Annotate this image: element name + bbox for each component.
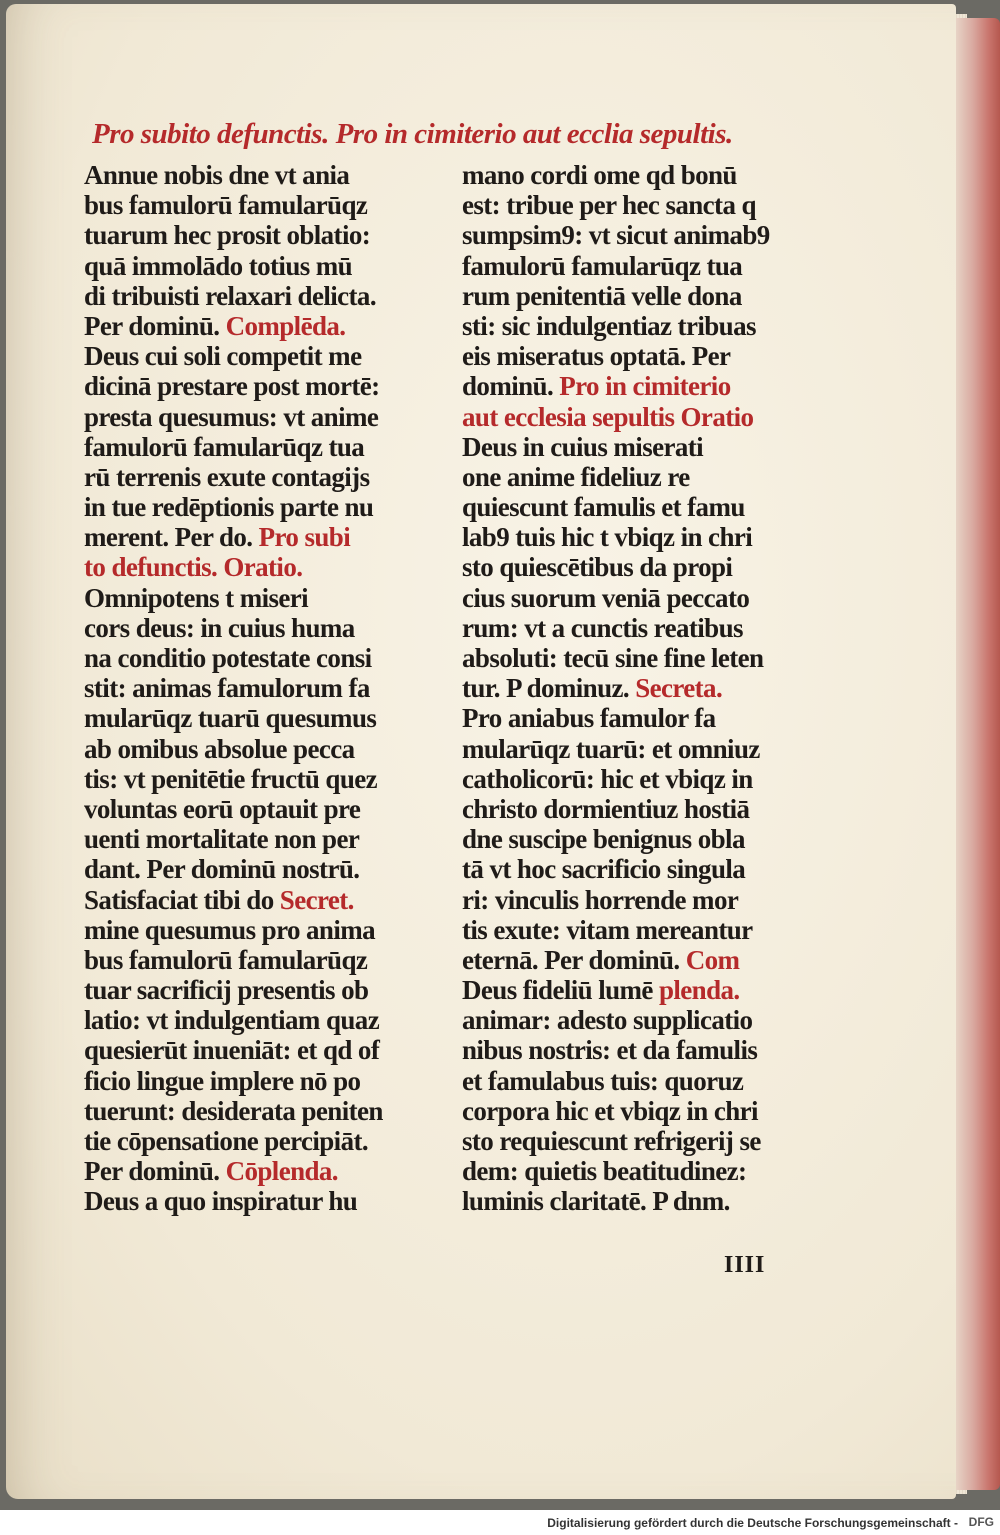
- text-line: [84, 1156, 434, 1186]
- text-line: [84, 824, 434, 854]
- line-text: Deus in cuius miserati: [462, 431, 704, 462]
- text-line: [84, 190, 434, 220]
- line-text: tis: vt penitētie fructū quez: [84, 763, 378, 794]
- text-line: [462, 1156, 812, 1186]
- line-text: quesierūt inueniāt: et qd of: [84, 1035, 380, 1066]
- footer-credit: Digitalisierung gefördert durch die Deutsche Forschungsgemeinschaft -: [547, 1516, 958, 1530]
- rubric-text: Secreta.: [635, 673, 723, 704]
- text-line: [462, 552, 812, 582]
- text-line: [462, 734, 812, 764]
- text-line: [462, 402, 812, 432]
- line-text: eternā. Per dominū.: [462, 944, 680, 975]
- line-text: tuerunt: desiderata peniten: [84, 1095, 383, 1126]
- line-text: merent. Per do.: [84, 522, 253, 553]
- text-line: [84, 281, 434, 311]
- line-text: catholicorū: hic et vbiqz in: [462, 763, 753, 794]
- line-text: eis miseratus optatā. Per: [462, 341, 731, 372]
- text-line: [84, 1066, 434, 1096]
- line-text: Deus cui soli competit me: [84, 341, 362, 372]
- line-text: tuarum hec prosit oblatio:: [84, 220, 371, 251]
- text-line: [462, 220, 812, 250]
- text-line: [462, 341, 812, 371]
- text-line: [462, 854, 812, 884]
- text-line: [84, 643, 434, 673]
- text-line: [84, 975, 434, 1005]
- text-line: [462, 824, 812, 854]
- text-line: [84, 492, 434, 522]
- text-line: [462, 522, 812, 552]
- line-text: uenti mortalitate non per: [84, 824, 360, 855]
- line-text: Omnipotens t miseri: [84, 582, 309, 613]
- line-text: tā vt hoc sacrificio singula: [462, 854, 746, 885]
- text-line: [84, 462, 434, 492]
- line-text: latio: vt indulgentiam quaz: [84, 1005, 380, 1036]
- line-text: Deus a quo inspiratur hu: [84, 1186, 358, 1217]
- text-line: [462, 311, 812, 341]
- text-line: [84, 1096, 434, 1126]
- line-text: est: tribue per hec sancta q: [462, 190, 756, 221]
- footer-bar: [0, 1510, 1000, 1535]
- line-text: sumpsim9: vt sicut animab9: [462, 220, 770, 251]
- line-text: na conditio potestate consi: [84, 643, 372, 673]
- line-text: in tue redēptionis parte nu: [84, 492, 374, 523]
- text-line: [462, 281, 812, 311]
- line-text: sti: sic indulgentiaz tribuas: [462, 310, 756, 341]
- line-text: bus famulorū famularūqz: [84, 944, 368, 975]
- line-text: christo dormientiuz hostiā: [462, 793, 750, 824]
- text-line: [84, 915, 434, 945]
- text-line: [462, 583, 812, 613]
- line-text: ri: vinculis horrende mor: [462, 884, 739, 915]
- line-text: Satisfaciat tibi do: [84, 884, 274, 915]
- text-line: [462, 794, 812, 824]
- rubric-text: plenda.: [658, 975, 740, 1006]
- text-line: [462, 1066, 812, 1096]
- text-line: [462, 1096, 812, 1126]
- text-line: [84, 703, 434, 733]
- text-line: [84, 160, 434, 190]
- line-text: lab9 tuis hic t vbiqz in chri: [462, 522, 753, 553]
- text-line: [84, 764, 434, 794]
- line-text: presta quesumus: vt anime: [84, 401, 379, 432]
- line-text: Per dominū.: [84, 1156, 220, 1187]
- text-line: [462, 371, 812, 401]
- folio-number: IIII: [724, 1252, 766, 1278]
- text-line: [462, 251, 812, 281]
- rubric-text: Pro in cimiterio: [559, 371, 731, 402]
- text-line: [462, 1126, 812, 1156]
- line-text: tie cōpensatione percipiāt.: [84, 1126, 369, 1156]
- line-text: tur. P dominuz.: [462, 673, 630, 704]
- text-line: [462, 1005, 812, 1035]
- line-text: Deus fideliū lumē: [462, 975, 653, 1006]
- line-text: dominū.: [462, 371, 554, 402]
- text-line: [84, 251, 434, 281]
- line-text: di tribuisti relaxari delicta.: [84, 280, 376, 311]
- text-line: [84, 885, 434, 915]
- text-line: [84, 402, 434, 432]
- line-text: luminis claritatē. P dnm.: [462, 1186, 730, 1217]
- text-line: [84, 1005, 434, 1035]
- line-text: et famulabus tuis: quoruz: [462, 1065, 744, 1096]
- line-text: Annue nobis dne vt ania: [84, 160, 350, 190]
- text-line: [84, 522, 434, 552]
- text-line: [84, 1035, 434, 1065]
- rubric-text: Complēda.: [225, 310, 346, 341]
- line-text: corpora hic et vbiqz in chri: [462, 1095, 758, 1126]
- text-line: [84, 854, 434, 884]
- rubric-text: Com: [685, 944, 740, 975]
- rubric-text: Pro subi: [258, 522, 351, 553]
- text-line: [462, 613, 812, 643]
- text-line: [84, 734, 434, 764]
- line-text: dne suscipe benignus obla: [462, 824, 745, 855]
- line-text: quā immolādo totius mū: [84, 250, 353, 281]
- left-text-column: [84, 160, 434, 1217]
- text-line: [84, 432, 434, 462]
- line-text: one anime fideliuz re: [462, 461, 690, 492]
- rubric-text: Cōplenda.: [225, 1156, 338, 1187]
- line-text: to defunctis. Oratio.: [84, 552, 303, 583]
- text-line: [462, 1186, 812, 1216]
- text-line: [462, 1035, 812, 1065]
- line-text: mularūqz tuarū quesumus: [84, 703, 377, 734]
- line-text: dant. Per dominū nostrū.: [84, 854, 360, 885]
- text-line: [462, 915, 812, 945]
- line-text: mano cordi ome qd bonū: [462, 160, 737, 190]
- line-text: dem: quietis beatitudinez:: [462, 1156, 747, 1187]
- text-line: [84, 613, 434, 643]
- line-text: absoluti: tecū sine fine leten: [462, 643, 764, 673]
- line-text: sto quiescētibus da propi: [462, 552, 733, 583]
- line-text: Pro aniabus famulor fa: [462, 703, 716, 734]
- text-line: [462, 673, 812, 703]
- rubric-text: Secret.: [279, 884, 354, 915]
- line-text: ficio lingue implere nō po: [84, 1065, 361, 1096]
- text-line: [462, 492, 812, 522]
- text-line: [84, 945, 434, 975]
- line-text: ab omibus absolue pecca: [84, 733, 355, 764]
- text-line: [462, 432, 812, 462]
- line-text: quiescunt famulis et famu: [462, 492, 745, 523]
- line-text: animar: adesto supplicatio: [462, 1005, 753, 1036]
- line-text: Per dominū.: [84, 310, 220, 341]
- text-line: [462, 885, 812, 915]
- book-red-edge: [955, 18, 1000, 1490]
- line-text: aut ecclesia sepultis Oratio: [462, 401, 754, 432]
- text-line: [84, 1126, 434, 1156]
- text-line: [462, 975, 812, 1005]
- text-line: [462, 160, 812, 190]
- line-text: cors deus: in cuius huma: [84, 612, 355, 643]
- line-text: dicinā prestare post mortē:: [84, 371, 380, 402]
- text-line: [84, 371, 434, 401]
- line-text: rum: vt a cunctis reatibus: [462, 612, 743, 643]
- text-line: [84, 583, 434, 613]
- text-line: [462, 190, 812, 220]
- dfg-logo: DFG: [968, 1515, 994, 1529]
- text-line: [462, 462, 812, 492]
- line-text: rum penitentiā velle dona: [462, 280, 742, 311]
- line-text: tis exute: vitam mereantur: [462, 914, 753, 945]
- page-header: Pro subito defunctis. Pro in cimiterio aut ecclia sepultis.: [92, 118, 733, 150]
- text-line: [84, 552, 434, 582]
- text-line: [84, 1186, 434, 1216]
- right-text-column: [462, 160, 812, 1217]
- text-line: [84, 311, 434, 341]
- line-text: famulorū famularūqz tua: [462, 250, 743, 281]
- text-line: [84, 794, 434, 824]
- text-line: [84, 673, 434, 703]
- text-line: [84, 341, 434, 371]
- line-text: mularūqz tuarū: et omniuz: [462, 733, 760, 764]
- line-text: voluntas eorū optauit pre: [84, 793, 361, 824]
- line-text: tuar sacrificij presentis ob: [84, 975, 369, 1006]
- text-line: [462, 643, 812, 673]
- line-text: cius suorum veniā peccato: [462, 582, 750, 613]
- line-text: bus famulorū famularūqz: [84, 190, 368, 221]
- line-text: sto requiescunt refrigerij se: [462, 1126, 761, 1156]
- text-line: [462, 945, 812, 975]
- line-text: stit: animas famulorum fa: [84, 673, 370, 704]
- text-line: [462, 703, 812, 733]
- text-line: [84, 220, 434, 250]
- line-text: mine quesumus pro anima: [84, 914, 376, 945]
- line-text: famulorū famularūqz tua: [84, 431, 365, 462]
- line-text: rū terrenis exute contagijs: [84, 461, 370, 492]
- text-line: [462, 764, 812, 794]
- line-text: nibus nostris: et da famulis: [462, 1035, 758, 1066]
